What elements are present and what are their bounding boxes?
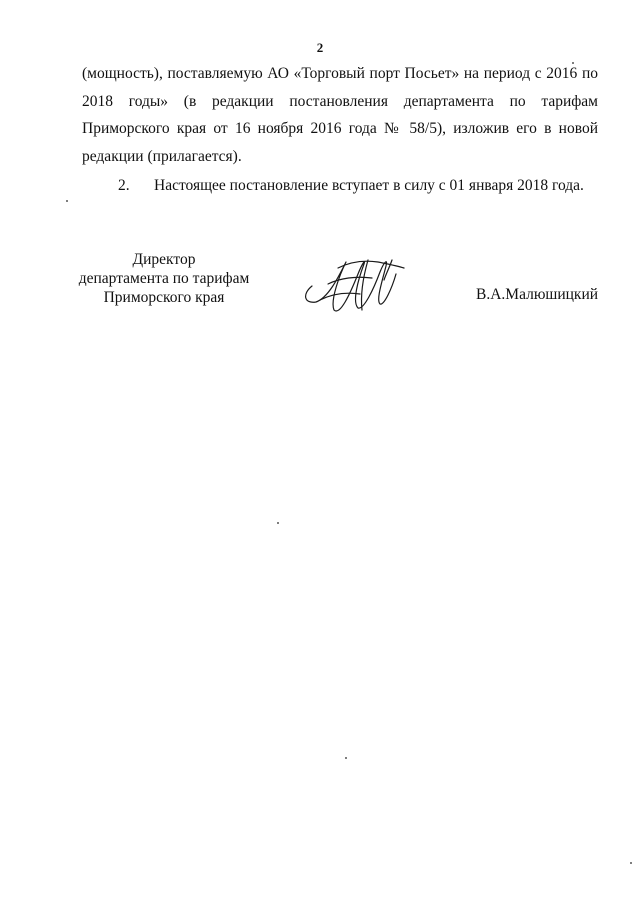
paragraph-continuation: (мощность), поставляемую АО «Торговый порт Посьет» на период с 2016 по 2018 годы» (в редакции постановления департамента по тарифам Приморского края от 16 ноября 2016 года № 58/5), изложив его в новой редакции (прилагается). [82,65,598,165]
signer-name: В.А.Малюшицкий [476,286,599,303]
scan-speck [572,62,574,64]
scan-speck [630,862,632,864]
item-two-number: 2. [118,177,130,194]
signature-title-line-1: Директор [132,251,196,268]
paragraph-item-two [82,172,598,200]
page-number: 2 [316,40,324,55]
signature-title-line-3: Приморского края [103,289,225,306]
signature-title [64,250,264,307]
scan-speck [345,757,347,759]
scan-speck [66,200,68,202]
signature-title-line-2: департамента по тарифам [78,270,250,287]
scan-speck [277,522,279,524]
handwritten-signature [298,244,408,324]
item-two-text: Настоящее постановление вступает в силу с 01 января 2018 года. [154,177,584,194]
